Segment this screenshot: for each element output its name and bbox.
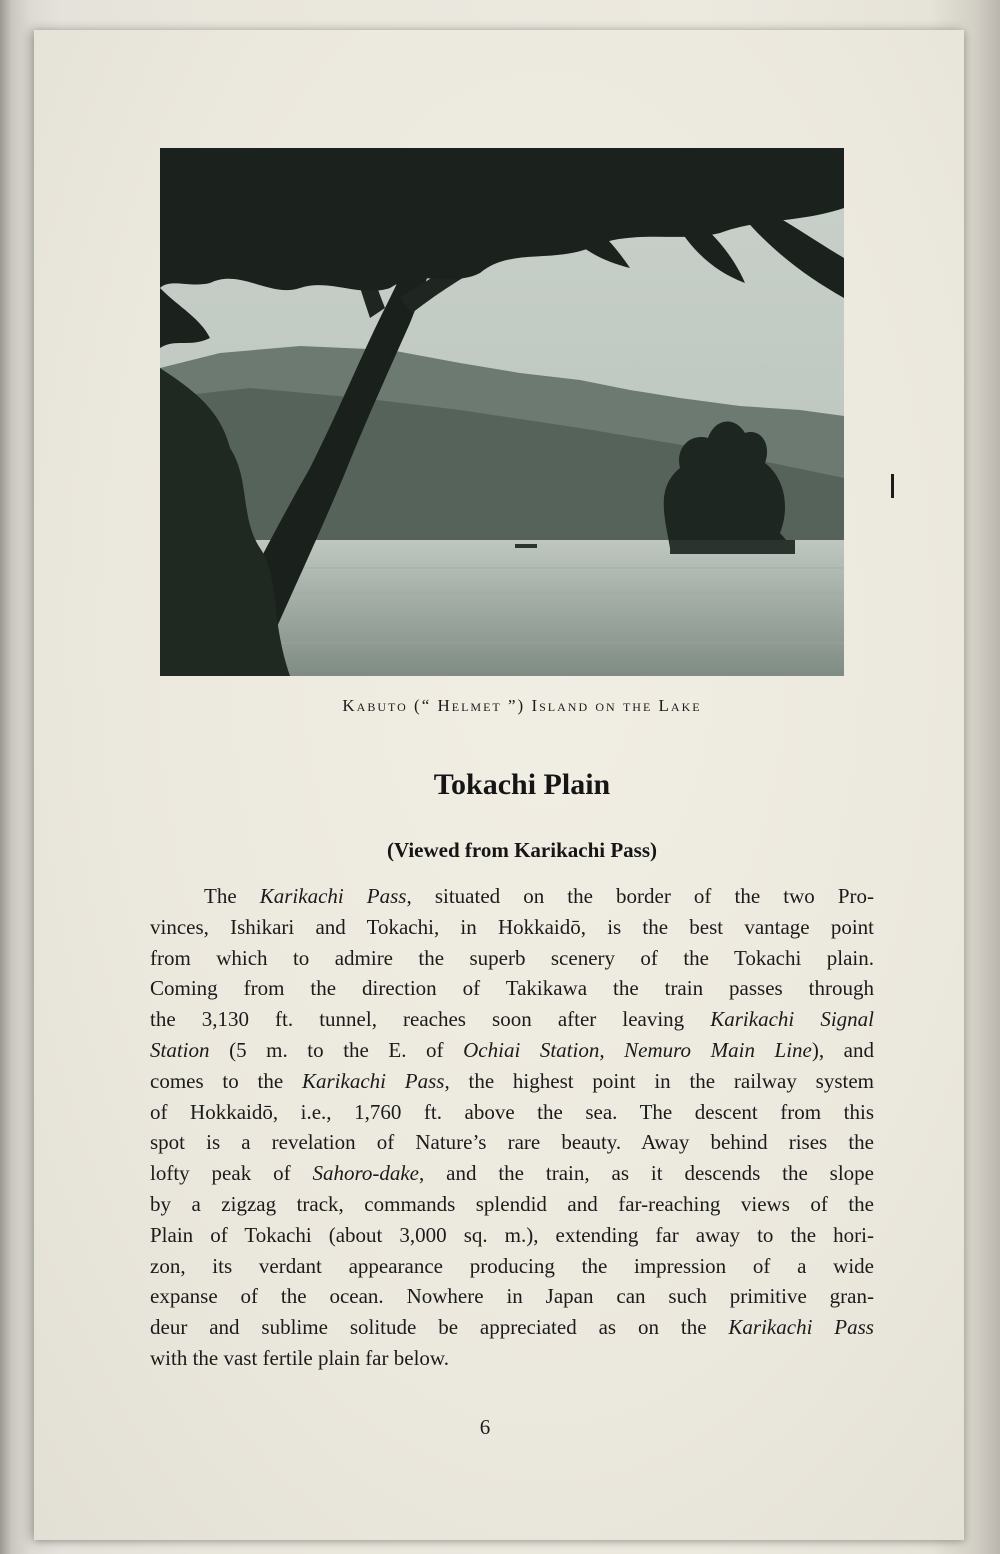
text-segment: of Hokkaidō, i.e., 1,760 ft. above the sea. The descent from this — [150, 1099, 874, 1124]
text-segment: Plain of Tokachi (about 3,000 sq. m.), extending far away to the hori- — [150, 1222, 874, 1247]
page-number: 6 — [479, 1415, 491, 1439]
text-line — [150, 1251, 874, 1282]
text-segment: from which to admire the superb scenery of the Tokachi plain. — [150, 945, 874, 970]
text-line — [150, 1343, 874, 1374]
text-segment: the 3,130 ft. tunnel, reaches soon after leaving — [150, 1007, 711, 1032]
text-line — [150, 1189, 874, 1220]
italic-text: Station — [150, 1037, 210, 1062]
text-segment: lofty peak of — [150, 1161, 313, 1186]
italic-text: Karikachi Pass — [259, 884, 407, 908]
text-line — [150, 973, 874, 1004]
text-segment: zon, its verdant appearance producing the impression of a wide — [150, 1253, 874, 1278]
body-paragraph — [150, 881, 874, 1374]
margin-mark — [891, 474, 894, 498]
text-line — [150, 1097, 874, 1128]
text-line — [150, 1035, 874, 1066]
text-line — [150, 1158, 874, 1189]
text-segment: deur and sublime solitude be appreciated as on the — [150, 1315, 729, 1340]
italic-text: Sahoro-dake — [312, 1161, 419, 1186]
text-line — [150, 1066, 874, 1097]
text-segment: The — [204, 884, 260, 908]
text-segment: ), and — [811, 1037, 874, 1062]
text-line — [150, 1312, 874, 1343]
text-segment: , the highest point in the railway system — [444, 1068, 874, 1093]
text-segment: , situated on the border of the two Pro- — [406, 884, 874, 908]
text-segment: , and the train, as it descends the slope — [419, 1161, 875, 1186]
italic-text: Ochiai Station, Nemuro Main Line — [463, 1037, 812, 1062]
landscape-photo-icon — [160, 148, 844, 676]
text-line — [150, 881, 874, 912]
text-line — [150, 1281, 874, 1312]
section-title: Tokachi Plain — [433, 768, 611, 801]
section-subtitle: (Viewed from Karikachi Pass) — [386, 838, 658, 862]
text-segment: with the vast fertile plain far below. — [150, 1345, 449, 1370]
lake-photograph — [160, 148, 844, 676]
text-line — [150, 1220, 874, 1251]
text-line — [150, 1004, 874, 1035]
photo-caption: Kabuto (“ Helmet ”) Island on the Lake — [342, 696, 702, 715]
text-segment: (5 m. to the E. of — [209, 1037, 464, 1062]
text-segment: Coming from the direction of Takikawa the train passes through — [150, 976, 874, 1001]
text-line — [150, 912, 874, 943]
italic-text: Karikachi Pass — [728, 1315, 874, 1340]
text-segment: vinces, Ishikari and Tokachi, in Hokkaidō, is the best vantage point — [150, 914, 874, 939]
italic-text: Karikachi Pass — [302, 1068, 445, 1093]
text-line — [150, 1127, 874, 1158]
italic-text: Karikachi Signal — [710, 1007, 874, 1032]
text-segment: expanse of the ocean. Nowhere in Japan can such primitive gran- — [150, 1284, 874, 1309]
text-line — [150, 943, 874, 974]
text-segment: by a zigzag track, commands splendid and far-reaching views of the — [150, 1191, 874, 1216]
text-segment: comes to the — [150, 1068, 302, 1093]
text-segment: spot is a revelation of Nature’s rare beauty. Away behind rises the — [150, 1130, 874, 1155]
